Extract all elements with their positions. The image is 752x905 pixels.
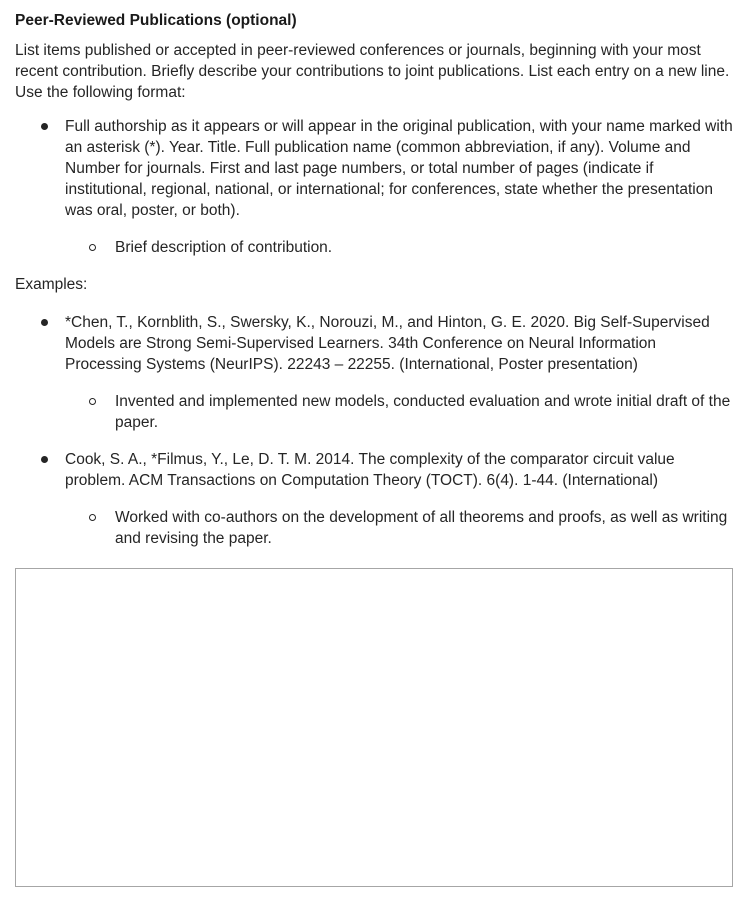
example-sub-text: Worked with co-authors on the development of all theorems and proofs, as well as writing and revising the paper. [115,509,728,547]
publications-answer-textarea[interactable] [15,568,733,887]
example-entry-text: Cook, S. A., *Filmus, Y., Le, D. T. M. 2014. The complexity of the comparator circuit value problem. ACM Transactions on Computation Theory (TOCT). 6(4). 1-44. (International) [65,451,675,489]
section-intro: List items published or accepted in peer-reviewed conferences or journals, beginning with your most recent contribution. Briefly describe your contributions to joint publications. List each entry on a new line. Use the following format: [15,42,730,101]
format-list [15,116,737,258]
example-sub-item [65,507,737,549]
example-sub-list [65,507,737,549]
hollow-bullet-icon [89,244,96,251]
format-sub-list [65,237,737,258]
example-item [15,449,737,549]
hollow-bullet-icon [89,398,96,405]
format-item [15,116,737,258]
hollow-bullet-icon [89,514,96,521]
example-sub-text: Invented and implemented new models, conducted evaluation and wrote initial draft of the paper. [115,393,731,431]
example-sub-item [65,391,737,433]
example-entry-text: *Chen, T., Kornblith, S., Swersky, K., Norouzi, M., and Hinton, G. E. 2020. Big Self-Supervised Models are Strong Semi-Supervised Learners. 34th Conference on Neural Information Processing Systems (NeurIPS). 22243 – 22255. (International, Poster presentation) [65,314,710,373]
example-item [15,312,737,433]
example-sub-list [65,391,737,433]
section-title: Peer-Reviewed Publications (optional) [15,12,297,29]
format-sub-text: Brief description of contribution. [115,239,333,256]
examples-label: Examples: [15,276,88,293]
bullet-icon [41,456,48,463]
bullet-icon [41,123,48,130]
bullet-icon [41,319,48,326]
examples-list [15,312,737,549]
format-entry-text: Full authorship as it appears or will appear in the original publication, with your name marked with an asterisk (*). Year. Title. Full publication name (common abbreviation, if any). Volume and Number for journals. First and last page numbers, or total number of pages (indicate if institutional, regional, national, or international; for conferences, state whether the presentation was oral, poster, or both). [65,118,733,219]
format-sub-item [65,237,737,258]
